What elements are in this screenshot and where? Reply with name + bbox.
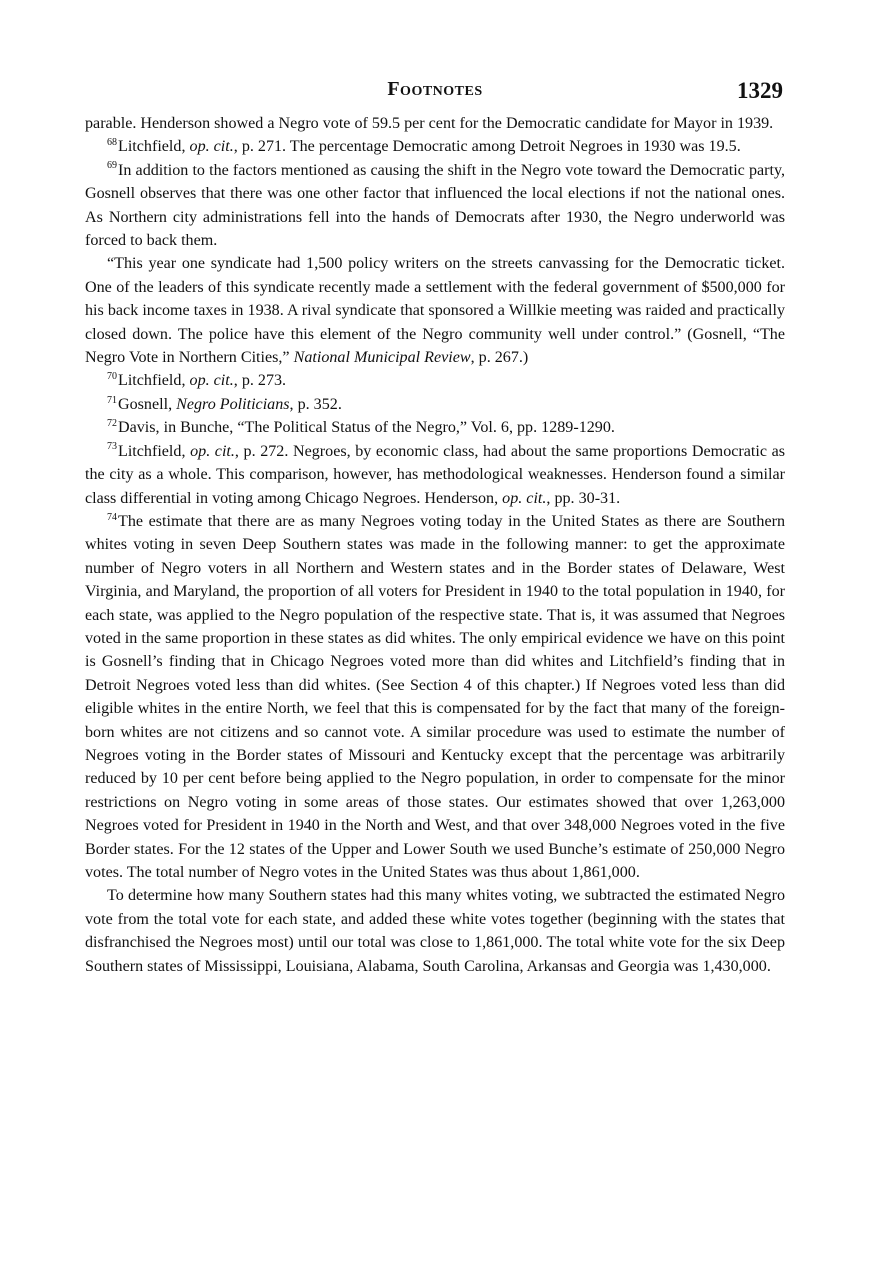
book-title: Negro Politicians [176, 395, 290, 413]
footnote-number: 73 [107, 441, 117, 453]
footnote-number: 69 [107, 160, 117, 172]
footnote-text: , p. 352. [289, 395, 342, 413]
footnote-74 [85, 510, 785, 885]
footnote-number: 71 [107, 394, 117, 406]
paragraph-continued [85, 112, 785, 135]
page-header [85, 72, 785, 112]
footnote-number: 72 [107, 417, 117, 429]
footnote-73 [85, 440, 785, 510]
paragraph-text: To determine how many Southern states had this many whites voting, we subtracted the estimated Negro vote from the total vote for each state, and added these white votes together (beginning with the states that disfranchised the Negroes most) until our total was close to 1,861,000. The total white vote for the six Deep Southern states of Mississippi, Louisiana, Alabama, South Carolina, Arkansas and Georgia was 1,430,000. [85, 887, 785, 975]
footnote-number: 74 [107, 511, 117, 523]
quote-citation: , p. 267.) [470, 349, 529, 367]
footnote-text: , pp. 30-31. [546, 489, 621, 507]
footnote-text: , p. 273. [233, 372, 287, 390]
footnote-number: 70 [107, 371, 117, 383]
footnote-author: Gosnell, [118, 395, 177, 413]
footnote-author: Litchfield, [118, 372, 190, 390]
citation-italic: op. cit. [502, 489, 547, 507]
footnote-text: Davis, in Bunche, “The Political Status of the Negro,” Vol. 6, pp. 1289-1290. [118, 419, 615, 437]
footnote-72 [85, 416, 785, 439]
paragraph-last [85, 884, 785, 978]
footnote-number: 68 [107, 137, 117, 149]
quote-text: “This year one syndicate had 1,500 policy writers on the streets canvassing for the Democratic ticket. One of the leaders of this syndicate recently made a settlement with the federal government of $500,000 for his back income taxes in 1938. A rival syndicate that sponsored a Willkie meeting was raided and practically closed down. The police have this element of the Negro community well under control.” (Gosnell, “The Negro Vote in Northern Cities,” [85, 255, 785, 367]
footnote-text: , p. 271. The percentage Democratic among Detroit Negroes in 1930 was 19.5. [233, 138, 741, 156]
text-body [85, 112, 785, 978]
footnote-69 [85, 159, 785, 253]
footnote-71 [85, 393, 785, 416]
footnote-text: , p. 272. Negroes, by economic class, had about the same proportions Democratic as the city as a whole. This comparison, however, has methodological weaknesses. Henderson found a similar class differential in voting among Chicago Negroes. Henderson, [85, 442, 785, 507]
citation-italic: op. cit. [190, 442, 235, 460]
citation-italic: op. cit. [189, 372, 234, 390]
journal-title: National Municipal Review [293, 349, 471, 367]
page-content [85, 72, 785, 978]
running-head: Footnotes [387, 78, 483, 100]
citation-italic: op. cit. [189, 138, 234, 156]
footnote-author: Litchfield, [118, 442, 191, 460]
block-quote [85, 252, 785, 369]
paragraph-text: parable. Henderson showed a Negro vote of 59.5 per cent for the Democratic candidate for Mayor in 1939. [85, 115, 774, 132]
footnote-70 [85, 369, 785, 392]
footnote-author: Litchfield, [118, 138, 190, 156]
footnote-68 [85, 135, 785, 158]
page-number: 1329 [737, 78, 783, 103]
footnote-text: In addition to the factors mentioned as causing the shift in the Negro vote toward the Democratic party, Gosnell observes that there was one other factor that influenced the local elections if not the national ones. As Northern city administrations fell into the hands of Democrats after 1930, the Negro underworld was forced to back them. [85, 161, 785, 250]
footnote-text: The estimate that there are as many Negroes voting today in the United States as there are Southern whites voting in seven Deep Southern states was made in the following manner: to get the approximate number of Negro voters in all Northern and Western states and in the Border states of Delaware, West Virginia, and Maryland, the proportion of all voters for President in 1940 to the total population in 1940, for each state, was applied to the Negro population of the respective state. That is, it was assumed that Negroes voted in the same proportion in these states as did whites. The only empirical evidence we have on this point is Gosnell’s finding that in Chicago Negroes voted more than did whites and Litchfield’s finding that in Detroit Negroes voted less than did whites. (See Section 4 of this chapter.) If Negroes voted less than did eligible whites in the entire North, we feel that this is compensated for by the fact that many of the foreign-born whites are not citizens and so cannot vote. A similar procedure was used to estimate the number of Negroes voting in the Border states of Missouri and Kentucky except that the percentage was arbitrarily reduced by 10 per cent before being applied to the Negro population, in order to compensate for the minor restrictions on Negro voting in some areas of those states. Our estimates showed that over 1,263,000 Negroes voted for President in 1940 in the North and West, and that over 348,000 Negroes voted in the five Border states. For the 12 states of the Upper and Lower South we used Bunche’s estimate of 250,000 Negro votes. The total number of Negro votes in the United States was thus about 1,861,000. [85, 512, 785, 881]
